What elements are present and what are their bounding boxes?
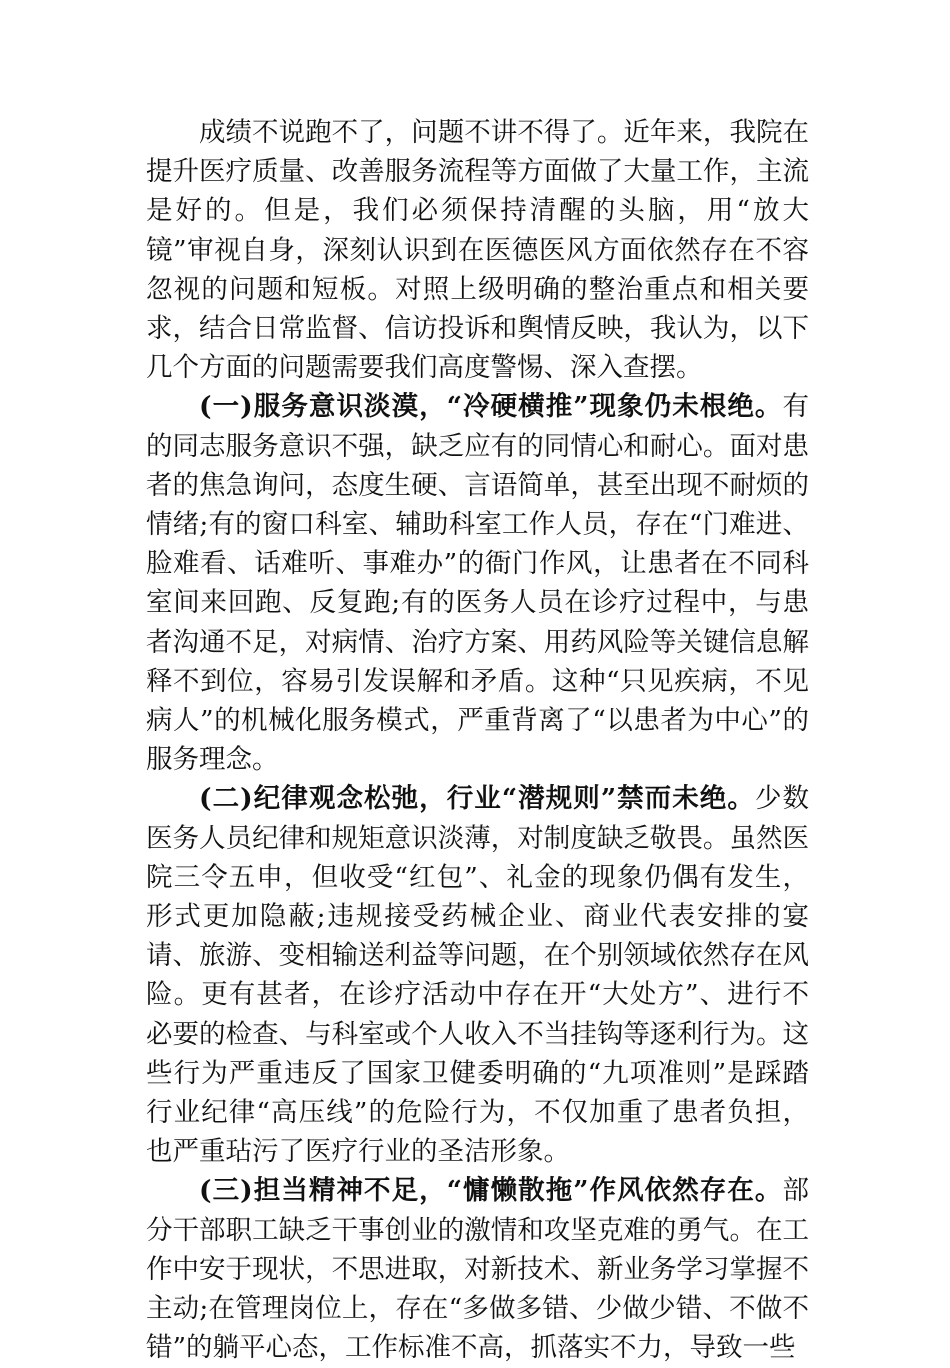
section-2-heading: (二)纪律观念松弛，行业“潜规则”禁而未绝。 — [199, 783, 755, 815]
section-3-heading: (三)担当精神不足，“慵懒散拖”作风依然存在。 — [199, 1175, 783, 1207]
paragraph-intro — [146, 113, 809, 387]
document-page — [146, 113, 809, 1368]
section-1-heading: (一)服务意识淡漠，“冷硬横推”现象仍未根绝。 — [199, 391, 783, 423]
paragraph-intro-text: 成绩不说跑不了，问题不讲不得了。近年来，我院在提升医疗质量、改善服务流程等方面做了大量工作，主流是好的。但是，我们必须保持清醒的头脑，用“放大镜”审视自身，深刻认识到在医德医风方面依然存在不容忽视的问题和短板。对照上级明确的整治重点和相关要求，结合日常监督、信访投诉和舆情反映，我认为，以下几个方面的问题需要我们高度警惕、深入查摆。 — [146, 117, 809, 384]
section-3-text: 部分干部职工缺乏干事创业的激情和攻坚克难的勇气。在工作中安于现状，不思进取，对新技术、新业务学习掌握不主动;在管理岗位上，存在“多做多错、少做少错、不做不错”的躺平心态，工作标准不高，抓落实不力，导致一些 — [146, 1175, 809, 1364]
paragraph-section-1 — [146, 387, 809, 779]
section-1-text: 有的同志服务意识不强，缺乏应有的同情心和耐心。面对患者的焦急询问，态度生硬、言语简单，甚至出现不耐烦的情绪;有的窗口科室、辅助科室工作人员，存在“门难进、脸难看、话难听、事难办”的衙门作风，让患者在不同科室间来回跑、反复跑;有的医务人员在诊疗过程中，与患者沟通不足，对病情、治疗方案、用药风险等关键信息解释不到位，容易引发误解和矛盾。这种“只见疾病，不见病人”的机械化服务模式，严重背离了“以患者为中心”的服务理念。 — [146, 391, 809, 776]
section-2-text: 少数医务人员纪律和规矩意识淡薄，对制度缺乏敬畏。虽然医院三令五申，但收受“红包”、礼金的现象仍偶有发生，形式更加隐蔽;违规接受药械企业、商业代表安排的宴请、旅游、变相输送利益等问题，在个别领域依然存在风险。更有甚者，在诊疗活动中存在开“大处方”、进行不必要的检查、与科室或个人收入不当挂钩等逐利行为。这些行为严重违反了国家卫健委明确的“九项准则”是踩踏行业纪律“高压线”的危险行为，不仅加重了患者负担，也严重玷污了医疗行业的圣洁形象。 — [146, 783, 809, 1168]
paragraph-section-2 — [146, 779, 809, 1171]
paragraph-section-3 — [146, 1171, 809, 1367]
